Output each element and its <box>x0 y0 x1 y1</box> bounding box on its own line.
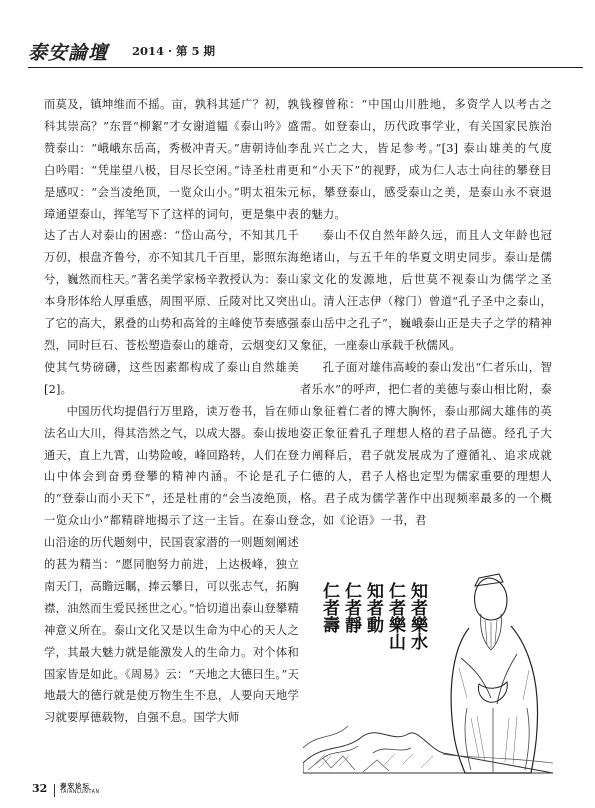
quote-vertical: 仁者樂山 <box>385 582 405 650</box>
page-number: 32 <box>32 782 48 795</box>
quote-vertical: 知者樂水 <box>407 582 427 650</box>
paragraph: 孔子面对雄伟高峻的泰山发出“仁者乐山，智者乐水”的呼声，把仁者的美德与泰山相比附，泰山象征着仁者的博大胸怀，泰山那阔大雄伟的英姿正象征着孔子理想人格的君子品德。经孔子大力阐释后，君子就发展成为了遵循礼、追求成就仁德的人，君子人格也定型为儒家重要的理想人格。君子成为儒学著作中出现频率最多的一个概念，如《论语》一书，君 <box>300 360 552 528</box>
footer-divider <box>54 784 55 797</box>
calligraphy-quotes <box>319 582 427 650</box>
right-column <box>300 94 552 532</box>
paragraph: 泰山不仅自然年龄久远，而且人文年龄也冠绝诸山，与五千年的华夏文明史同步。泰山是儒家文化的发源地，后世莫不视泰山为儒学之圣山。清人汪志伊（稼门）曾道“孔子圣中之泰山，泰山岳中之孔子”，巍峨泰山正是夫子之学的精神象征，一座泰山承载千秋儒风。 <box>300 229 552 352</box>
journal-title: 泰安論壇 <box>28 42 109 64</box>
paragraph: 钱穆曾称：“中国山川胜地，多资学人以考古之需。如登泰山，历代政事学业，有关国家民族治乱兴亡之大，皆足参考。”[3] 泰山雄美的气度和“小天下”的视野，成为仁人志士向往的攀登目标，攀登泰山，感受泰山之美，是泰山永不衰退的魅力。 <box>300 98 552 221</box>
page-header <box>28 38 583 68</box>
quote-vertical: 知者動 <box>363 582 383 633</box>
quote-vertical: 仁者靜 <box>341 582 361 633</box>
footer-journal-name: 泰安论坛 <box>60 782 90 790</box>
paragraph: 中国历代均提倡行万里路，读万卷书，旨在师法名山大川，得其浩然之气，以成大器。泰山拔地通天，直上九霄，山势险峻，峰回路转，人们在登山中体会到奋勇登攀的精神内涵。不论是孔子的“登泰山而小天下”，还是杜甫的“会当凌绝顶，一览众山小”都精辟地揭示了这一主旨。在泰山登山沿途的历代题刻中，民国袁家潜的一则题刻阐述的甚为精当：“愿同胞努力前进，上达极峰，独立南天门，高瞻远瞩，捧云攀日，可以张志气，拓胸襟，油然而生爱民拯世之心。”恰切道出泰山登攀精神意义所在。泰山文化又是以生命为中心的天人之学，其最大魅力就是能激发人的生命力。对个体和国家皆是如此。《周易》云：“天地之大德曰生。”天地最大的德行就是使万物生生不息，人要向天地学习就要厚德载物，自强不息。国学大师 <box>44 404 299 725</box>
page-footer <box>28 782 583 802</box>
left-column <box>44 94 299 729</box>
footer-journal-pinyin: TAIANLUNTAN <box>60 790 100 795</box>
quote-vertical: 仁者壽 <box>319 582 339 633</box>
issue-label: 2014 · 第 5 期 <box>132 44 216 58</box>
paragraph: 而莫及，镇坤维而不摇。亩，孰科其延广？初，孰科其崇高？”东晋“柳絮”才女谢道韫《泰山吟》盛赞泰山：“峨峨东岳高，秀极冲青天。”唐朝诗仙李白吟唱：“凭崖望八极，目尽长空闲。”诗圣杜甫更是感叹：“会当凌绝顶，一览众山小。”明太祖朱元璋通望泰山，挥笔写下了这样的词句，更是集中表达了古人对泰山的困惑：“岱山高兮，不知其几千万仞，根盘齐鲁兮，亦不知其几千百里，影照东海兮，巍然而柱天。”著名美学家杨辛教授认为：泰山本身形体给人厚重感，周围平原、丘陵对比又突出了它的高大，累叠的山势和高耸的主峰使节奏感强烈，同时巨石、苍松塑造泰山的雄奇，云烟变幻又使其气势磅礴，这些因素都构成了泰山自然雄美 [2]。 <box>44 98 299 396</box>
confucius-illustration <box>303 558 553 778</box>
header-rule <box>28 67 583 68</box>
